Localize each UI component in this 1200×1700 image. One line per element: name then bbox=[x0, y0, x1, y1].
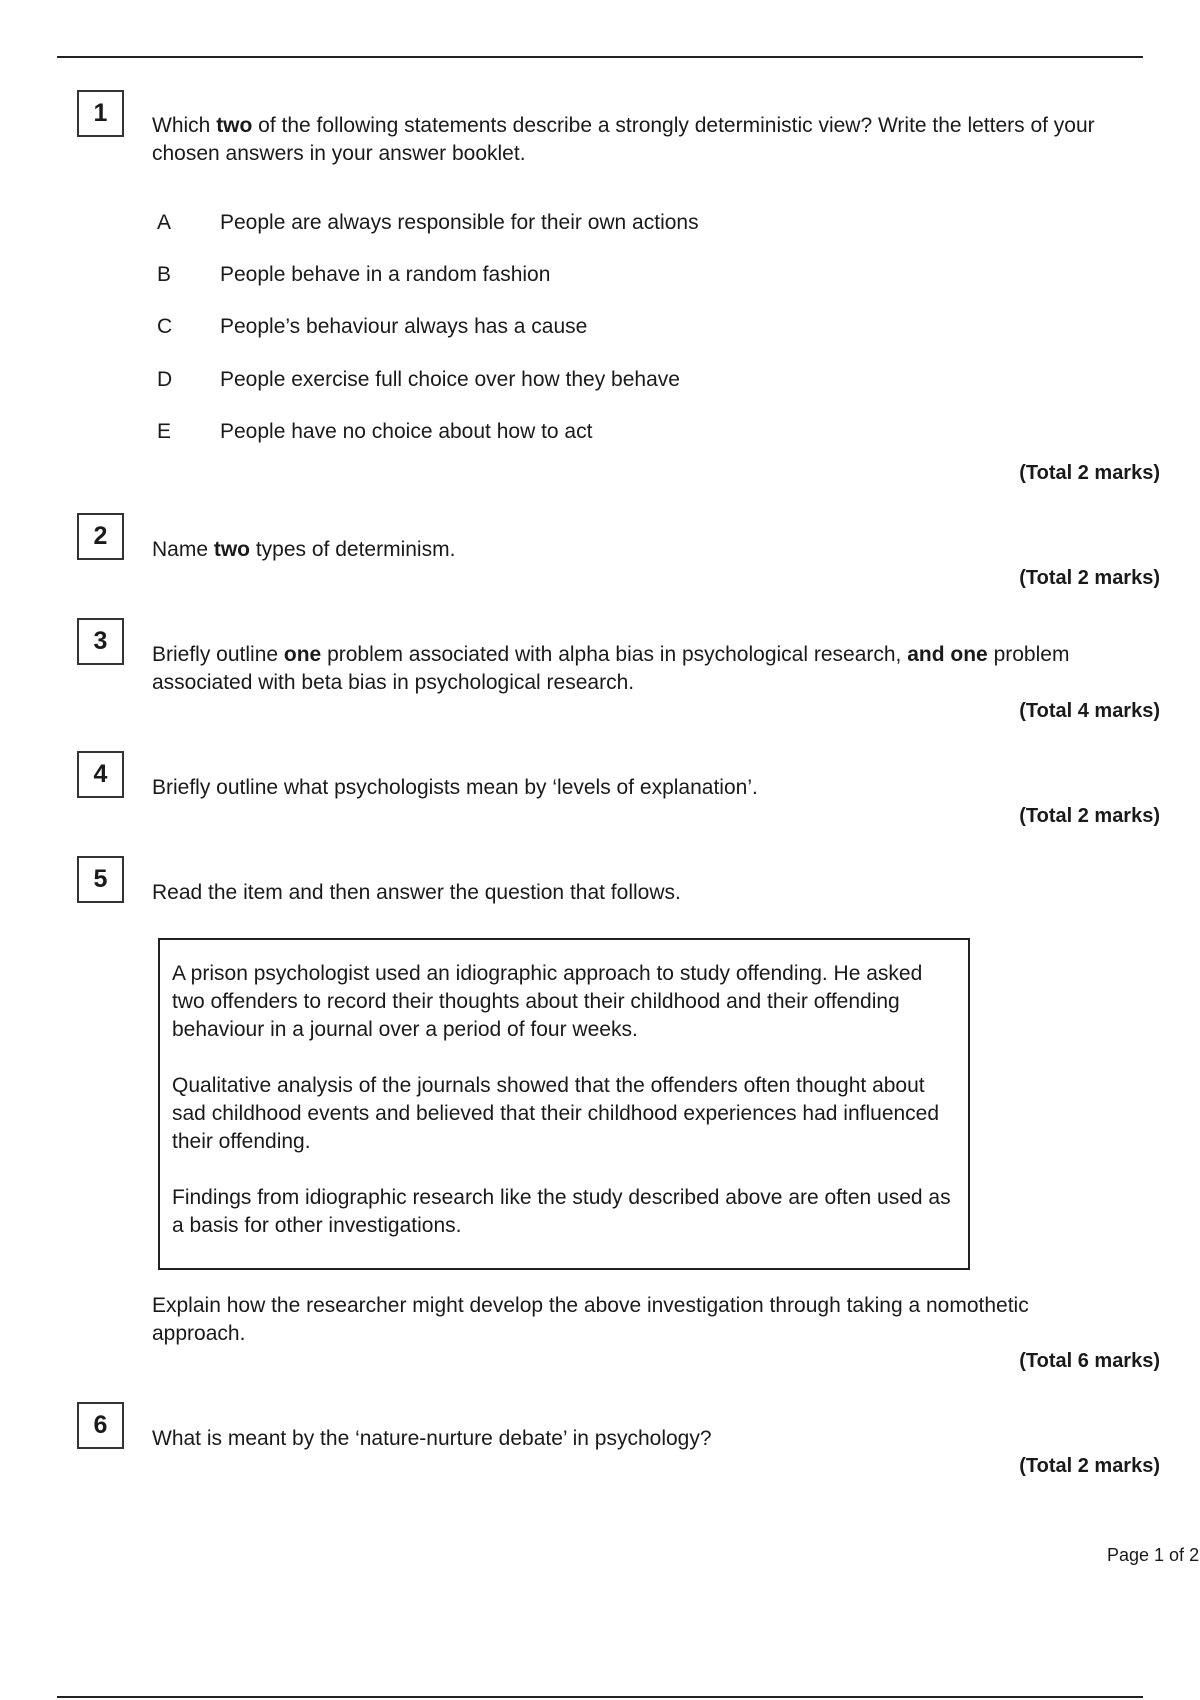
option-c bbox=[157, 313, 587, 341]
item-paragraph: Findings from idiographic research like the study described above are often used as a basis for other investigations. bbox=[172, 1186, 951, 1237]
option-text: People behave in a random fashion bbox=[220, 263, 551, 286]
option-letter: E bbox=[157, 420, 172, 443]
question-number-4: 4 bbox=[77, 751, 124, 798]
item-paragraph: A prison psychologist used an idiographic approach to study offending. He asked two offenders to record their thoughts about their childhood and their offending behaviour in a journal over a period of four weeks. bbox=[172, 962, 923, 1041]
question-4-marks: (Total 2 marks) bbox=[1019, 805, 1160, 827]
option-letter: D bbox=[157, 368, 173, 391]
option-letter: C bbox=[157, 315, 173, 338]
question-3-marks: (Total 4 marks) bbox=[1019, 700, 1160, 722]
question-3-text: Briefly outline one problem associated with alpha bias in psychological research, and one problem associated with beta bias in psychological research. bbox=[152, 643, 1070, 694]
bottom-rule bbox=[57, 1696, 1143, 1698]
question-5-marks: (Total 6 marks) bbox=[1019, 1350, 1160, 1372]
option-text: People exercise full choice over how they behave bbox=[220, 368, 680, 391]
option-letter: A bbox=[157, 211, 172, 234]
question-number-6: 6 bbox=[77, 1402, 124, 1449]
question-6-text: What is meant by the ‘nature-nurture debate’ in psychology? bbox=[152, 1427, 712, 1450]
question-2-marks: (Total 2 marks) bbox=[1019, 567, 1160, 589]
question-number-5: 5 bbox=[77, 856, 124, 903]
question-1-marks: (Total 2 marks) bbox=[1019, 462, 1160, 484]
question-6-marks: (Total 2 marks) bbox=[1019, 1455, 1160, 1477]
option-text: People are always responsible for their own actions bbox=[220, 211, 699, 234]
option-b bbox=[157, 261, 550, 289]
option-text: People have no choice about how to act bbox=[220, 420, 593, 443]
question-5-follow-up: Explain how the researcher might develop the above investigation through taking a nomothetic approach. bbox=[152, 1294, 1029, 1345]
item-paragraph: Qualitative analysis of the journals showed that the offenders often thought about sad childhood events and believed that their childhood experiences had influenced their offending. bbox=[172, 1074, 940, 1153]
option-letter: B bbox=[157, 263, 172, 286]
question-number-3: 3 bbox=[77, 618, 124, 665]
question-5-text: Read the item and then answer the question that follows. bbox=[152, 881, 681, 904]
question-number-1: 1 bbox=[77, 90, 124, 137]
question-1-text: Which two of the following statements describe a strongly deterministic view? Write the letters of your chosen answers in your answer booklet. bbox=[152, 114, 1095, 165]
option-d bbox=[157, 366, 680, 394]
option-e bbox=[157, 418, 592, 446]
option-a bbox=[157, 209, 699, 237]
page-number: Page 1 of 2 bbox=[1107, 1545, 1200, 1565]
question-2-text: Name two types of determinism. bbox=[152, 538, 456, 561]
top-rule bbox=[57, 56, 1143, 58]
source-item-box bbox=[158, 938, 970, 1270]
question-number-2: 2 bbox=[77, 513, 124, 560]
option-text: People’s behaviour always has a cause bbox=[220, 315, 588, 338]
question-4-text: Briefly outline what psychologists mean by ‘levels of explanation’. bbox=[152, 776, 758, 799]
